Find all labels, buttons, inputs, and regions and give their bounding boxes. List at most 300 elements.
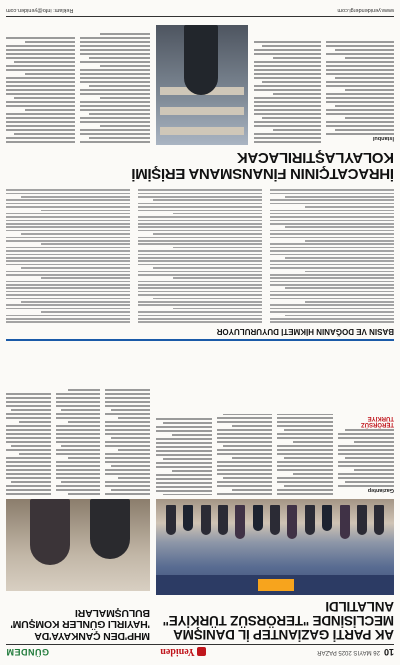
body-text-line: [293, 441, 333, 443]
body-text-line: [6, 101, 76, 103]
body-text-line: [232, 426, 272, 428]
body-text-line: [6, 223, 130, 225]
body-text-line: [327, 97, 395, 99]
export-story: [6, 23, 394, 181]
body-text-line: [105, 481, 150, 483]
body-text-line: [156, 450, 212, 452]
body-text-line: [56, 441, 101, 443]
akp-headline: AK PARTİ GAZİANTEP İL DANIŞMA MECLİSİNDE "TERÖRSÜZ TÜRKİYE" ANLATILDI: [162, 599, 394, 642]
body-text-line: [173, 213, 262, 215]
body-text-line: [100, 125, 150, 127]
body-text-line: [270, 267, 394, 269]
export-byline: İstanbul: [372, 135, 394, 141]
body-text-line: [138, 284, 262, 286]
body-text-line: [270, 243, 394, 245]
body-text-line: [270, 298, 394, 300]
body-text-line: [6, 417, 51, 419]
body-text-line: [81, 77, 151, 79]
body-text-line: [21, 233, 130, 235]
body-text-line: [21, 267, 130, 269]
crowd: [162, 505, 388, 543]
export-body-right: [6, 25, 150, 143]
body-text-line: [6, 45, 76, 47]
body-text-line: [81, 129, 151, 131]
body-text-line: [6, 213, 130, 215]
body-text-line: [6, 206, 130, 208]
body-text-line: [217, 474, 273, 476]
body-text-line: [11, 481, 50, 483]
body-text-line: [81, 89, 151, 91]
body-text-line: [111, 489, 150, 491]
body-text-line: [138, 291, 262, 293]
body-text-line: [254, 141, 322, 143]
body-text-line: [335, 129, 394, 131]
body-text-line: [6, 284, 130, 286]
body-text-line: [105, 429, 150, 431]
body-text-line: [156, 478, 212, 480]
body-text-line: [345, 117, 394, 119]
body-text-line: [81, 121, 151, 123]
body-text-line: [6, 413, 51, 415]
logo-mark-icon: [197, 648, 206, 657]
body-text-line: [278, 417, 334, 419]
logo-text: Yeniden: [160, 646, 195, 658]
body-text-line: [56, 429, 101, 431]
body-text-line: [138, 254, 262, 256]
body-text-line: [254, 61, 322, 63]
body-text-line: [118, 449, 150, 451]
body-text-line: [89, 57, 150, 59]
body-text-line: [270, 254, 394, 256]
body-text-line: [163, 458, 212, 460]
body-text-line: [56, 465, 101, 467]
body-text-line: [156, 462, 212, 464]
body-text-line: [105, 453, 150, 455]
body-text-line: [284, 457, 333, 459]
body-text-line: [156, 426, 212, 428]
akp-pull-quote: TERÖRSÜZ TÜRKİYE: [361, 415, 394, 427]
body-text-line: [105, 469, 150, 471]
body-text-line: [56, 425, 101, 427]
body-text-line: [56, 433, 101, 435]
body-text-line: [217, 450, 273, 452]
body-text-line: [338, 445, 394, 447]
body-text-line: [6, 429, 51, 431]
body-text-line: [19, 453, 51, 455]
body-text-line: [217, 466, 273, 468]
body-text-line: [254, 73, 322, 75]
body-text-line: [41, 277, 130, 279]
body-text-line: [278, 425, 334, 427]
body-text-line: [156, 430, 212, 432]
body-text-line: [6, 125, 76, 127]
body-text-line: [6, 433, 51, 435]
body-text-line: [100, 65, 150, 67]
body-text-line: [138, 189, 262, 191]
body-text-line: [270, 318, 394, 320]
body-text-line: [81, 133, 151, 135]
person-figure: [270, 505, 280, 535]
body-text-line: [173, 247, 262, 249]
body-text-line: [270, 284, 394, 286]
body-text-line: [262, 117, 321, 119]
body-text-line: [105, 485, 150, 487]
body-text-line: [305, 240, 394, 242]
body-text-line: [6, 254, 130, 256]
body-text-line: [270, 311, 394, 313]
body-text-line: [327, 85, 395, 87]
body-text-line: [254, 125, 322, 127]
body-text-line: [305, 206, 394, 208]
body-text-line: [254, 133, 322, 135]
body-text-line: [270, 223, 394, 225]
akp-byline: Gaziantep: [367, 487, 394, 493]
body-text-line: [6, 199, 130, 201]
body-text-line: [138, 318, 262, 320]
body-text-line: [138, 264, 262, 266]
issue-date: 26 MAYIS 2025 PAZAR: [317, 649, 380, 655]
body-text-line: [153, 233, 262, 235]
body-text-line: [6, 469, 51, 471]
body-text-line: [278, 469, 334, 471]
body-text-line: [327, 45, 395, 47]
body-text-line: [6, 401, 51, 403]
footer-left: www.yenidendergi.com: [337, 7, 394, 13]
body-text-line: [270, 220, 394, 222]
body-text-line: [68, 493, 100, 495]
akp-body-text: [156, 347, 394, 495]
body-text-line: [6, 89, 76, 91]
body-text-line: [6, 318, 130, 320]
body-text-line: [217, 438, 273, 440]
body-text-line: [273, 93, 322, 95]
body-text-line: [6, 449, 51, 451]
body-text-line: [278, 449, 334, 451]
body-text-line: [6, 489, 51, 491]
body-text-line: [278, 437, 334, 439]
mhp-headline: MHP'DEN ÇANKAYA'DA 'HAYIRLI GÜNLER KOMŞUM' BULUŞMALARI: [10, 607, 150, 642]
body-text-line: [254, 85, 322, 87]
body-text-line: [217, 430, 273, 432]
body-text-line: [278, 445, 334, 447]
mhp-story: [6, 345, 150, 641]
body-text-line: [6, 260, 130, 262]
body-text-line: [327, 53, 395, 55]
body-text-line: [270, 250, 394, 252]
body-text-line: [278, 477, 334, 479]
body-text-line: [217, 422, 273, 424]
mhp-photo: [6, 499, 150, 591]
body-text-line: [81, 37, 151, 39]
person-figure: [166, 505, 176, 535]
body-text-line: [153, 267, 262, 269]
body-text-line: [56, 453, 101, 455]
body-text-line: [138, 315, 262, 317]
person-figure: [374, 505, 384, 535]
body-text-line: [335, 105, 394, 107]
body-text-line: [6, 137, 76, 139]
body-text-line: [56, 401, 101, 403]
body-text-line: [105, 401, 150, 403]
body-text-line: [6, 203, 130, 205]
body-text-line: [153, 199, 262, 201]
body-text-line: [273, 57, 322, 59]
body-text-line: [68, 389, 100, 391]
body-text-line: [105, 421, 150, 423]
body-text-line: [285, 315, 394, 317]
body-text-line: [25, 109, 75, 111]
announcement-body-text: [6, 185, 394, 323]
body-text-line: [278, 461, 334, 463]
body-text-line: [270, 193, 394, 195]
body-text-line: [6, 240, 130, 242]
body-text-line: [284, 485, 333, 487]
section-label: GÜNDEM: [6, 647, 49, 657]
body-text-line: [138, 274, 262, 276]
body-text-line: [345, 457, 394, 459]
person-figure: [305, 505, 315, 535]
body-text-line: [254, 121, 322, 123]
body-text-line: [61, 445, 100, 447]
body-text-line: [305, 301, 394, 303]
announcement-section: [6, 183, 394, 341]
body-text-line: [345, 57, 394, 59]
person-figure: [201, 505, 211, 535]
body-text-line: [254, 41, 322, 43]
body-text-line: [6, 291, 130, 293]
body-text-line: [89, 137, 150, 139]
body-text-line: [138, 250, 262, 252]
body-text-line: [6, 81, 76, 83]
body-text-line: [338, 433, 394, 435]
body-text-line: [156, 482, 212, 484]
body-text-line: [105, 433, 150, 435]
person-figure: [340, 505, 350, 539]
body-text-line: [6, 65, 76, 67]
body-text-line: [327, 73, 395, 75]
body-text-line: [138, 206, 262, 208]
shelf: [160, 127, 244, 135]
body-text-line: [278, 453, 334, 455]
body-text-line: [217, 454, 273, 456]
body-text-line: [105, 393, 150, 395]
body-text-line: [254, 69, 322, 71]
body-text-line: [138, 223, 262, 225]
body-text-line: [56, 473, 101, 475]
body-text-line: [138, 196, 262, 198]
body-text-line: [81, 73, 151, 75]
body-text-line: [273, 129, 322, 131]
body-text-line: [138, 216, 262, 218]
body-text-line: [100, 33, 150, 35]
body-text-line: [111, 465, 150, 467]
body-text-line: [6, 461, 51, 463]
body-text-line: [105, 389, 150, 391]
body-text-line: [270, 260, 394, 262]
body-text-line: [81, 93, 151, 95]
body-text-line: [172, 434, 212, 436]
body-text-line: [6, 437, 51, 439]
export-headline: İHRACATÇININ FİNANSMANA ERİŞİMİ KOLAYLAŞTIRILACAK: [131, 149, 394, 182]
body-text-line: [278, 481, 334, 483]
body-text-line: [6, 117, 76, 119]
body-text-line: [138, 243, 262, 245]
body-text-line: [138, 240, 262, 242]
body-text-line: [100, 97, 150, 99]
body-text-line: [327, 113, 395, 115]
body-text-line: [6, 216, 130, 218]
body-text-line: [254, 101, 322, 103]
body-text-line: [6, 308, 130, 310]
body-text-line: [270, 230, 394, 232]
body-text-line: [270, 203, 394, 205]
body-text-line: [327, 101, 395, 103]
body-text-line: [138, 257, 262, 259]
body-text-line: [89, 113, 150, 115]
body-text-line: [81, 69, 151, 71]
body-text-line: [138, 210, 262, 212]
body-text-line: [327, 121, 395, 123]
person-figure: [30, 499, 70, 565]
body-text-line: [284, 429, 333, 431]
body-text-line: [138, 226, 262, 228]
body-text-line: [217, 470, 273, 472]
body-text-line: [6, 189, 130, 191]
body-text-line: [6, 57, 76, 59]
body-text-line: [105, 413, 150, 415]
person-figure: [253, 505, 263, 531]
body-text-line: [138, 237, 262, 239]
body-text-line: [81, 41, 151, 43]
body-text-line: [11, 409, 50, 411]
body-text-line: [217, 434, 273, 436]
body-text-line: [105, 461, 150, 463]
body-text-line: [138, 301, 262, 303]
body-text-line: [156, 466, 212, 468]
body-text-line: [232, 458, 272, 460]
body-text-line: [173, 308, 262, 310]
body-text-line: [56, 461, 101, 463]
body-text-line: [285, 288, 394, 290]
body-text-line: [105, 473, 150, 475]
body-text-line: [232, 490, 272, 492]
body-text-line: [81, 81, 151, 83]
akp-story: [156, 345, 394, 641]
body-text-line: [153, 298, 262, 300]
body-text-line: [345, 429, 394, 431]
body-text-line: [223, 478, 272, 480]
body-text-line: [254, 137, 322, 139]
body-text-line: [56, 405, 101, 407]
body-text-line: [172, 470, 212, 472]
body-text-line: [6, 237, 130, 239]
body-text-line: [6, 457, 51, 459]
masthead-left: [317, 647, 394, 657]
body-text-line: [6, 93, 76, 95]
body-text-line: [111, 409, 150, 411]
body-text-line: [6, 141, 76, 143]
body-text-line: [138, 220, 262, 222]
body-text-line: [56, 469, 101, 471]
body-text-line: [156, 490, 212, 492]
body-text-line: [56, 393, 101, 395]
body-text-line: [6, 77, 76, 79]
body-text-line: [327, 125, 395, 127]
body-text-line: [61, 409, 100, 411]
body-text-line: [6, 274, 130, 276]
body-text-line: [19, 421, 51, 423]
footer-right: Reklam: info@yeniden.com: [6, 7, 74, 13]
body-text-line: [138, 203, 262, 205]
body-text-line: [156, 474, 212, 476]
body-text-line: [89, 85, 150, 87]
body-text-line: [270, 321, 394, 323]
body-text-line: [105, 457, 150, 459]
body-text-line: [156, 442, 212, 444]
body-text-line: [327, 81, 395, 83]
body-text-line: [217, 418, 273, 420]
body-text-line: [6, 193, 130, 195]
page-number: 10: [383, 647, 394, 657]
body-text-line: [327, 69, 395, 71]
body-text-line: [173, 277, 262, 279]
body-text-line: [156, 418, 212, 420]
body-text-line: [6, 493, 51, 495]
body-text-line: [56, 437, 101, 439]
body-text-line: [118, 477, 150, 479]
masthead: [6, 644, 394, 659]
body-text-line: [345, 89, 394, 91]
body-text-line: [6, 304, 130, 306]
body-text-line: [138, 304, 262, 306]
body-text-line: [25, 73, 75, 75]
body-text-line: [81, 49, 151, 51]
body-text-line: [254, 89, 322, 91]
body-text-line: [6, 113, 76, 115]
body-text-line: [327, 93, 395, 95]
body-text-line: [327, 41, 395, 43]
body-text-line: [285, 257, 394, 259]
body-text-line: [6, 121, 76, 123]
body-text-line: [138, 321, 262, 323]
body-text-line: [6, 288, 130, 290]
body-text-line: [262, 81, 321, 83]
body-text-line: [285, 196, 394, 198]
body-text-line: [270, 233, 394, 235]
body-text-line: [105, 493, 150, 495]
body-text-line: [21, 196, 130, 198]
body-text-line: [111, 437, 150, 439]
body-text-line: [56, 449, 101, 451]
body-text-line: [81, 109, 151, 111]
party-banner: [258, 579, 294, 591]
body-text-line: [56, 397, 101, 399]
body-text-line: [338, 449, 394, 451]
body-text-line: [138, 260, 262, 262]
body-text-line: [338, 477, 394, 479]
body-text-line: [335, 77, 394, 79]
body-text-line: [270, 213, 394, 215]
body-text-line: [6, 105, 76, 107]
body-text-line: [138, 271, 262, 273]
body-text-line: [61, 481, 100, 483]
body-text-line: [56, 413, 101, 415]
person-figure: [322, 505, 332, 531]
body-text-line: [270, 247, 394, 249]
body-text-line: [14, 97, 75, 99]
body-text-line: [217, 462, 273, 464]
body-text-line: [105, 405, 150, 407]
